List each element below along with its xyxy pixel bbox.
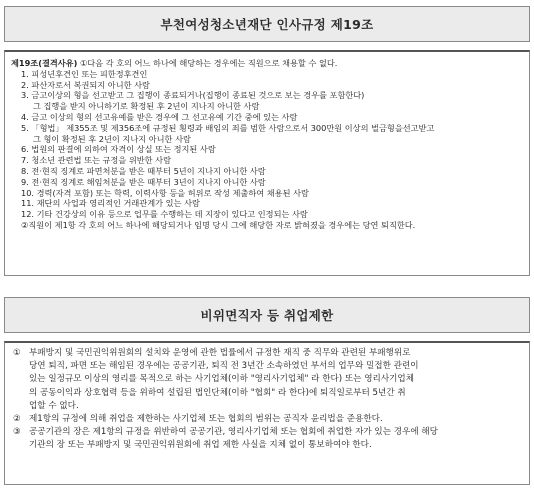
paragraph-line: 업할 수 없다.	[29, 400, 79, 411]
restriction-body	[4, 341, 530, 485]
section-title: 비위면직자 등 취업제한	[200, 308, 334, 323]
paragraph-number: ②	[13, 414, 21, 425]
section-title-box	[4, 297, 530, 333]
list-item: 8. 전·현직 징계로 파면처분을 받은 때부터 5년이 지나지 아니한 사람	[21, 165, 266, 176]
article-body	[4, 50, 530, 276]
list-item: 1. 피성년후견인 또는 피한정후견인	[21, 68, 148, 79]
article-lead-text: ①다음 각 호의 어느 하나에 해당하는 경우에는 직원으로 채용할 수 없다.	[77, 58, 338, 68]
list-item: 9. 전·현직 징계로 해임처분을 받은 때부터 3년이 지나지 아니한 사람	[21, 176, 266, 187]
section-title: 부천여성청소년재단 인사규정 제19조	[160, 17, 374, 32]
paragraph-line: 공공기관의 장은 제1항의 규정을 위반하여 공공기관, 영리사기업체 또는 협회에 취업한 자가 있는 경우에 해당	[29, 427, 438, 438]
paragraph-line: 기관의 장 또는 부패방지 및 국민권익위원회에 취업 제한 사실을 지체 없이 통보하여야 한다.	[29, 440, 372, 451]
list-item: 11. 재단의 사업과 영리적인 거래관계가 있는 사람	[21, 198, 200, 209]
list-item: 7. 청소년 관련법 또는 규정을 위반한 사람	[21, 155, 171, 166]
paragraph-line: 당연 퇴직, 파면 또는 해임된 경우에는 공공기관, 퇴직 전 3년간 소속하였던 부서의 업무와 밀접한 관련이	[29, 361, 419, 372]
list-item: 6. 법원의 판결에 의하여 자격이 상실 또는 정지된 사람	[21, 144, 216, 155]
paragraph-number: ③	[13, 427, 21, 438]
paragraph-line: 의 공동이익과 상호협력 등을 위하여 설립된 법인단체(이하 "협회" 라 한다)에 퇴직일로부터 5년간 취	[29, 387, 406, 398]
paragraph-number: ①	[13, 348, 21, 358]
article-closing: ②직원이 제1항 각 호의 어느 하나에 해당되거나 임명 당시 그에 해당한 자로 밝혀졌을 경우에는 당연 퇴직한다.	[21, 219, 416, 230]
paragraph	[13, 413, 521, 426]
paragraph-line: 부패방지 및 국민권익위원회의 설치와 운영에 관한 법률에서 규정한 재직 중 직무와 관련된 부패행위로	[29, 348, 411, 358]
list-item: 2. 파산자로서 복권되지 아니한 사람	[21, 79, 150, 90]
paragraph	[13, 347, 521, 413]
paragraph	[13, 426, 521, 452]
list-item-continuation: 그 형이 확정된 후 2년이 지나지 아니한 사람	[33, 133, 191, 144]
paragraph-line: 제1항의 규정에 의해 취업을 제한하는 사기업체 또는 협회의 범위는 공직자 윤리법을 준용한다.	[29, 414, 383, 425]
section-title-box	[4, 6, 530, 42]
section-regulation-article-19	[4, 6, 530, 276]
paragraph-line: 있는 일정규모 이상의 영리를 목적으로 하는 사기업체(이하 "영리사기업체" 라 한다) 또는 영리사기업체	[29, 374, 415, 385]
article-heading: 제19조(결격사유)	[11, 58, 78, 68]
list-item: 10. 경력(자격 포함) 또는 학력, 이력사항 등을 허위로 작성 제출하여 채용된 사람	[21, 187, 309, 198]
list-item: 3. 금고이상의 형을 선고받고 그 집행이 종료되거나(집행이 종료된 것으로 보는 경우를 포함한다)	[21, 90, 365, 101]
list-item-continuation: 그 집행을 받지 아니하기로 확정된 후 2년이 지나지 아니한 사람	[33, 101, 260, 112]
list-item: 12. 기타 건강상의 이유 등으로 업무를 수행하는 데 지장이 있다고 인정되는 사람	[21, 209, 308, 220]
list-item: 4. 금고 이상의 형의 선고유예를 받은 경우에 그 선고유예 기간 중에 있는 사람	[21, 111, 298, 122]
article-lead	[11, 58, 523, 69]
list-item: 5. 「형법」 제355조 및 제356조에 규정된 횡령과 배임의 죄를 범한 사람으로서 300만원 이상의 벌금형을선고받고	[21, 122, 435, 133]
section-employment-restriction	[4, 297, 530, 485]
